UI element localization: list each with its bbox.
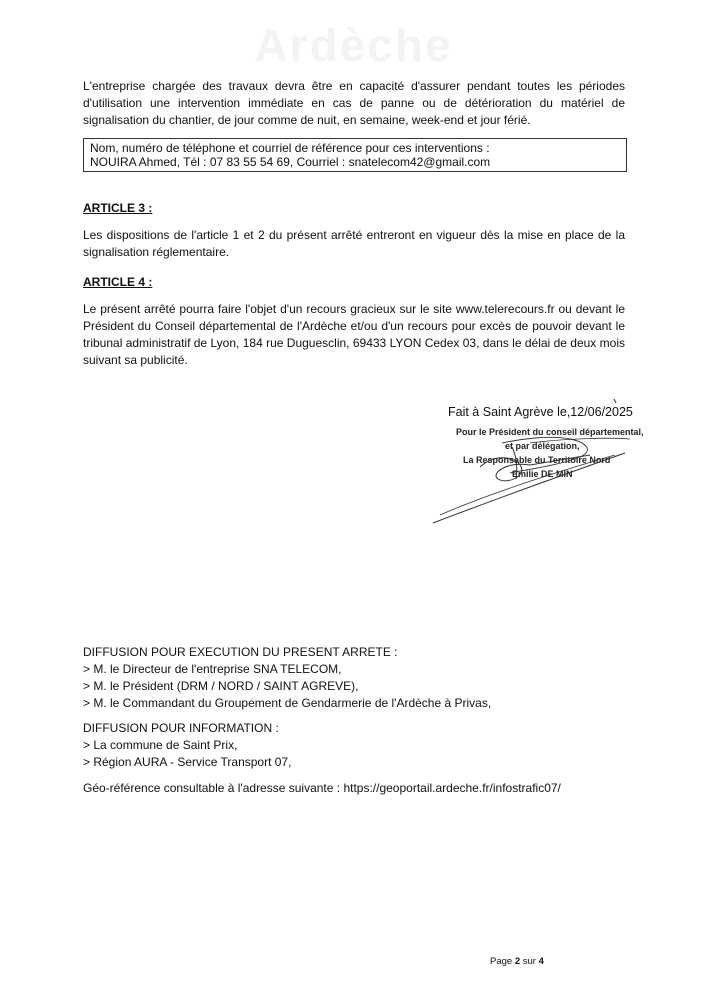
diffusion-information-item: > La commune de Saint Prix,: [83, 738, 238, 752]
article-3-title: ARTICLE 3 :: [83, 201, 153, 215]
diffusion-execution-item: > M. le Président (DRM / NORD / SAINT AGREVE),: [83, 679, 359, 693]
article-4-text: Le présent arrêté pourra faire l'objet d'un recours gracieux sur le site www.telerecours.fr ou devant le Président du Conseil départemental de l'Ardèche et/ou d'un recours pour excès de pouvoir devant le tribunal administratif de Lyon, 184 rue Duguesclin, 69433 LYON Cedex 03, dans le délai de deux mois suivant sa publicité.: [83, 302, 625, 367]
stamp-line-responsable: La Responsable du Territoire Nord: [463, 455, 611, 465]
contact-box-heading: Nom, numéro de téléphone et courriel de référence pour ces interventions :: [90, 141, 490, 155]
page-label: Page: [490, 956, 513, 967]
signature-place-date: Fait à Saint Agrève le,12/06/2025: [448, 405, 633, 419]
intro-paragraph: L'entreprise chargée des travaux devra être en capacité d'assurer pendant toutes les périodes d'utilisation une intervention immédiate en cas de panne ou de détérioration du matériel de signalisation du chantier, de jour comme de nuit, en semaine, week-end et jour férié.: [83, 79, 625, 127]
page-current: 2: [514, 956, 521, 967]
diffusion-execution-item: > M. le Commandant du Groupement de Gendarmerie de l'Ardèche à Privas,: [83, 696, 492, 710]
watermark-logo: Ardèche: [254, 19, 453, 71]
page-separator: sur: [522, 956, 536, 967]
contact-box-details: NOUIRA Ahmed, Tél : 07 83 55 54 69, Courriel : snatelecom42@gmail.com: [90, 155, 491, 169]
diffusion-information-item: > Région AURA - Service Transport 07,: [83, 755, 292, 769]
page-total: 4: [538, 956, 544, 967]
diffusion-execution-title: DIFFUSION POUR EXECUTION DU PRESENT ARRETE :: [83, 645, 398, 659]
contact-box: [83, 138, 627, 172]
diffusion-information-title: DIFFUSION POUR INFORMATION :: [83, 721, 279, 735]
article-4-title: ARTICLE 4 :: [83, 275, 153, 289]
handwritten-signature: [420, 395, 660, 535]
page-number: [490, 956, 544, 967]
georeference-text: Géo-référence consultable à l'adresse suivante : https://geoportail.ardeche.fr/infostrafic07/: [83, 781, 561, 795]
stamp-line-name: Emilie DE MIN: [512, 469, 573, 479]
stamp-line-president: Pour le Président du conseil départemental,: [456, 427, 644, 437]
stamp-line-delegation: et par délégation,: [505, 441, 580, 451]
article-3-text: Les dispositions de l'article 1 et 2 du présent arrêté entreront en vigueur dès la mise en place de la signalisation réglementaire.: [83, 228, 625, 259]
diffusion-execution-item: > M. le Directeur de l'entreprise SNA TELECOM,: [83, 662, 342, 676]
